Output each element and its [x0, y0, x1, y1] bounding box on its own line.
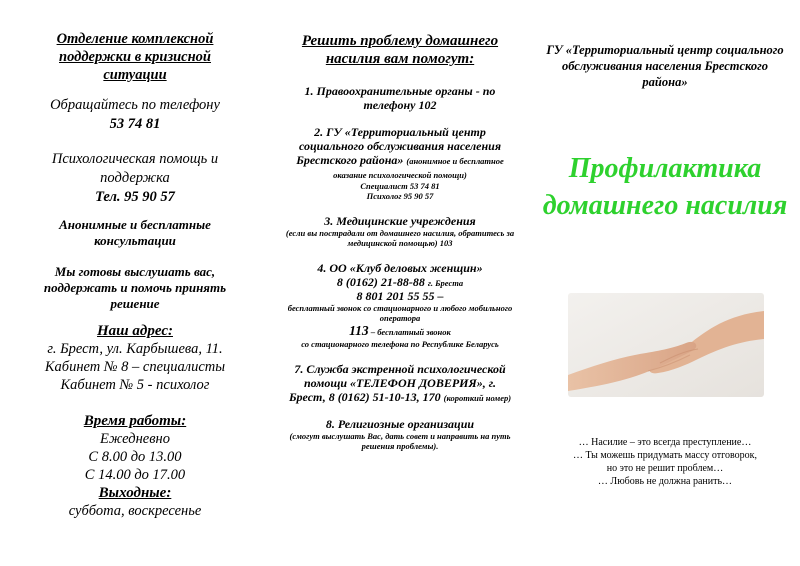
hours-line: С 14.00 до 17.00	[84, 467, 186, 483]
item-main: 7. Служба экстренной психологической помощи «ТЕЛЕФОН ДОВЕРИЯ», г. Брест, 8 (0162) 51-10-13, 170	[288, 362, 506, 404]
phone-number: 8 801 201 55 55 –	[356, 289, 444, 303]
hours-line: С 8.00 до 13.00	[88, 449, 182, 465]
list-item	[285, 261, 515, 349]
item-note: (анонимное и бесплатное оказание психологической помощи)	[333, 156, 504, 180]
item-text: 4. ОО «Клуб деловых женщин»	[317, 261, 483, 275]
quote-line: … Любовь не должна ранить…	[597, 476, 733, 487]
middle-column	[270, 0, 530, 566]
item-text: 8. Религиозные организации	[325, 417, 475, 431]
item-main: 2. ГУ «Территориальный центр социального обслуживания населения Брестского района»	[296, 125, 502, 167]
help-title: Решить проблему домашнего насилия вам помогут:	[301, 33, 499, 67]
list-item	[285, 125, 515, 201]
quote-line: но это не решит проблем…	[606, 463, 724, 474]
left-column	[0, 0, 270, 566]
quote-block	[540, 436, 790, 488]
phone-city: г. Бреста	[427, 278, 464, 288]
anonymous-note: Анонимные и бесплатные консультации	[59, 217, 211, 248]
list-item	[285, 362, 515, 404]
psych-phone: Тел. 95 90 57	[95, 189, 175, 205]
brochure-title: Профилактика домашнего насилия	[542, 153, 788, 221]
item-phone	[285, 275, 515, 289]
right-column	[530, 0, 800, 566]
address-heading: Наш адрес:	[97, 323, 173, 339]
hands-photo	[568, 293, 764, 397]
item-text	[285, 125, 515, 181]
phone-number: 8 (0162) 21-88-88	[336, 275, 425, 289]
call-phone: 53 74 81	[109, 116, 161, 132]
psych-label: Психологическая помощь и поддержка	[51, 151, 219, 186]
psych-help-block	[20, 150, 250, 207]
address-line: Кабинет № 8 – специалисты	[44, 359, 226, 375]
item-note: (короткий номер)	[443, 393, 512, 403]
list-item	[285, 417, 515, 451]
item-phone	[285, 323, 515, 339]
help-list	[285, 84, 515, 464]
item-note: (смогут выслушать Вас, дать совет и направить на путь решения проблемы).	[289, 431, 511, 451]
address-line: Кабинет № 5 - психолог	[60, 377, 210, 393]
item-text: 1. Правоохранительные органы - по телефону 102	[304, 84, 496, 112]
list-item	[285, 214, 515, 248]
item-note: (если вы пострадали от домашнего насилия, обратитесь за медицинской помощью) 103	[285, 228, 515, 248]
item-phone: Специалист 53 74 81	[360, 181, 440, 191]
address-block	[10, 322, 260, 394]
address-line: г. Брест, ул. Карбышева, 11.	[47, 341, 223, 357]
item-phone: Психолог 95 90 57	[366, 191, 434, 201]
phone-desc: – бесплатный звонок	[370, 327, 451, 337]
call-label: Обращайтесь по телефону	[50, 97, 220, 113]
list-item	[285, 84, 515, 112]
hours-block	[10, 412, 260, 520]
organization-name: ГУ «Территориальный центр социального обслуживания населения Брестского района»	[546, 43, 784, 89]
department-name: Отделение комплексной поддержки в кризисной ситуации	[56, 31, 214, 83]
quote-line: … Насилие – это всегда преступление…	[578, 437, 752, 448]
phone-desc: со стационарного телефона по Республике Беларусь	[301, 339, 499, 349]
days-off: суббота, воскресенье	[68, 503, 202, 519]
ready-note: Мы готовы выслушать вас, поддержать и помочь принять решение	[43, 264, 227, 311]
phone-desc: бесплатный звонок со стационарного и любого мобильного оператора	[287, 303, 513, 323]
days-off-heading: Выходные:	[98, 485, 172, 501]
hands-image	[568, 293, 764, 397]
item-text: 3. Медицинские учреждения	[324, 214, 476, 228]
short-number: 113	[349, 323, 369, 338]
quote-line: … Ты можешь придумать массу отговорок,	[573, 450, 757, 461]
hours-heading: Время работы:	[83, 413, 187, 429]
item-text	[285, 362, 515, 404]
contact-block	[20, 96, 250, 134]
hours-line: Ежедневно	[100, 431, 170, 447]
